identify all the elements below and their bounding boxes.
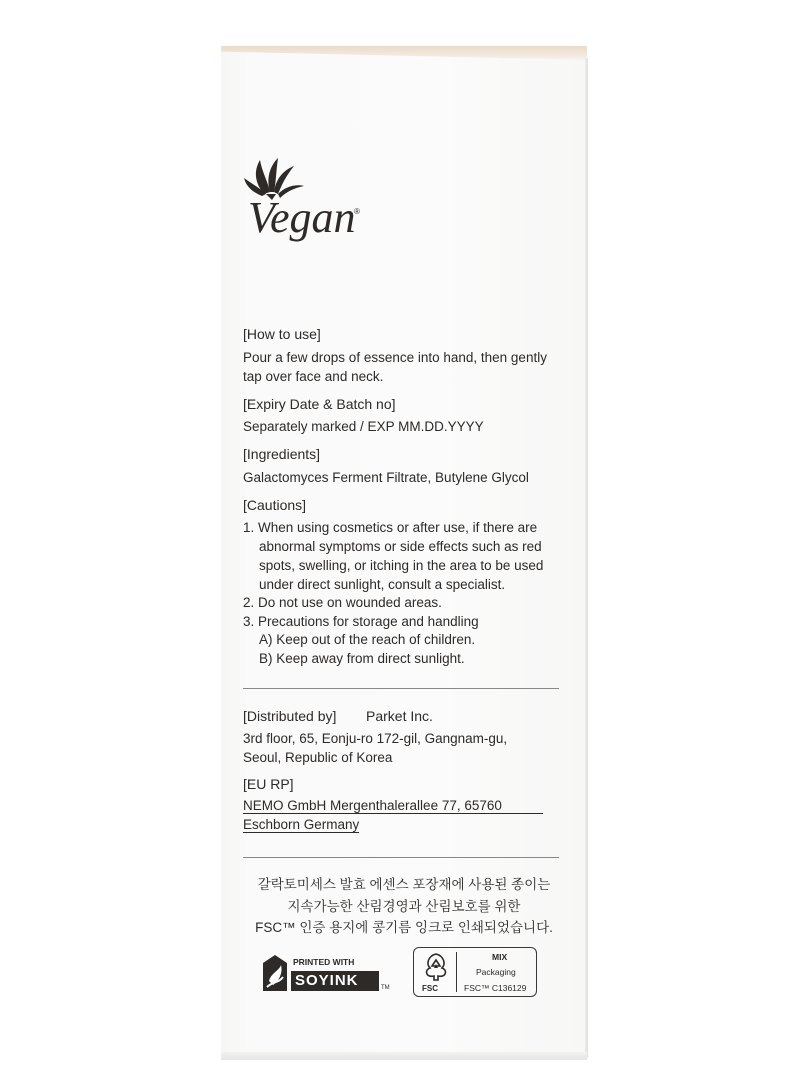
- cautions-heading: [Cautions]: [243, 497, 307, 513]
- vegan-leaf-icon: [242, 152, 362, 252]
- cautions-line-8: B) Keep away from direct sunlight.: [259, 651, 465, 666]
- cautions-line-1: 1. When using cosmetics or after use, if there are: [243, 520, 538, 535]
- how-to-use-heading: [How to use]: [243, 326, 321, 342]
- vegan-logo-v: Vegan: [248, 193, 356, 242]
- divider-1: [243, 688, 559, 689]
- eu-rp-heading: [EU RP]: [243, 776, 294, 792]
- divider-2: [243, 857, 559, 858]
- ingredients-heading: [Ingredients]: [243, 446, 321, 462]
- cautions-line-6: 3. Precautions for storage and handling: [243, 614, 479, 629]
- cautions-line-3: spots, swelling, or itching in the area to be used: [259, 558, 544, 573]
- distributor-heading: [Distributed by]: [243, 708, 337, 724]
- eu-rp-line-1: NEMO GmbH Mergenthalerallee 77, 65760: [243, 798, 543, 814]
- fsc-mix: MIX: [492, 952, 508, 962]
- fsc-tree-icon: [420, 952, 452, 982]
- fsc-packaging: Packaging: [476, 967, 516, 977]
- cautions-line-7: A) Keep out of the reach of children.: [259, 632, 476, 647]
- distributor-name: Parket Inc.: [366, 708, 433, 724]
- vegan-logo: [242, 152, 362, 252]
- soyink-badge: [261, 951, 393, 995]
- soyink-line-2: SOYINK: [295, 972, 359, 989]
- cautions-line-5: 2. Do not use on wounded areas.: [243, 595, 442, 610]
- how-to-use-line-1: Pour a few drops of essence into hand, then gently: [243, 350, 547, 365]
- fsc-badge: [413, 947, 537, 997]
- cautions-line-2: abnormal symptoms or side effects such as red: [259, 539, 542, 554]
- ingredients-text: Galactomyces Ferment Filtrate, Butylene Glycol: [243, 470, 529, 485]
- distributor-address-line-2: Seoul, Republic of Korea: [243, 750, 393, 765]
- korean-notice-line-1: 갈락토미세스 발효 에센스 포장재에 사용된 종이는: [257, 877, 551, 892]
- registered-mark: ®: [354, 207, 360, 216]
- box-bottom-edge: [221, 1052, 587, 1060]
- how-to-use-line-2: tap over face and neck.: [243, 369, 384, 384]
- korean-notice-line-2: 지속가능한 산림경영과 산림보호를 위한: [287, 899, 521, 914]
- distributor-address-line-1: 3rd floor, 65, Eonju-ro 172-gil, Gangnam-gu,: [243, 731, 508, 746]
- expiry-text: Separately marked / EXP MM.DD.YYYY: [243, 419, 484, 434]
- eu-rp-line-2: Eschborn Germany: [243, 817, 360, 832]
- soyink-tm: TM: [381, 985, 390, 991]
- expiry-heading: [Expiry Date & Batch no]: [243, 396, 396, 412]
- fsc-logo-text: FSC: [422, 984, 438, 993]
- soyink-line-1: PRINTED WITH: [293, 957, 355, 967]
- cautions-line-4: under direct sunlight, consult a specialist.: [259, 577, 506, 592]
- fsc-divider: [456, 952, 457, 992]
- korean-notice-line-3: FSC™ 인증 용지에 콩기름 잉크로 인쇄되었습니다.: [255, 920, 553, 935]
- fsc-code: FSC™ C136129: [464, 983, 527, 993]
